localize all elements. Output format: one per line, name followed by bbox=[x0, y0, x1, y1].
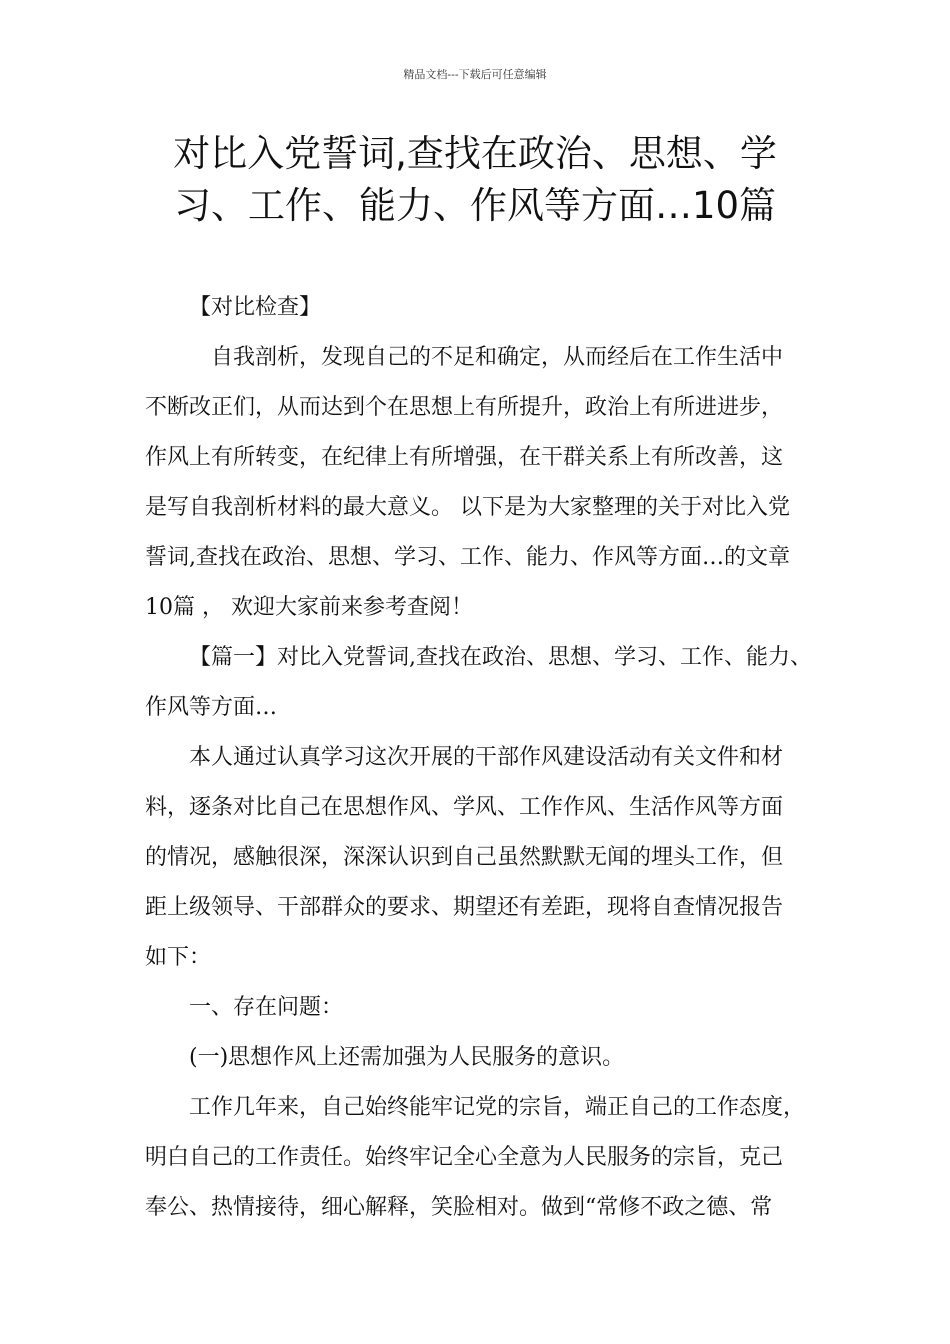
title-line-2: 习、工作、能力、作风等方面…10篇 bbox=[173, 184, 777, 227]
paragraph-line: 距上级领导、干部群众的要求、期望还有差距，现将自查情况报告 bbox=[145, 895, 784, 920]
paragraph-line: 本人通过认真学习这次开展的干部作风建设活动有关文件和材 bbox=[189, 745, 784, 770]
title-line-1: 对比入党誓词,查找在政治、思想、学 bbox=[173, 132, 777, 175]
paragraph-line: 是写自我剖析材料的最大意义。 以下是为大家整理的关于对比入党 bbox=[145, 495, 790, 520]
paragraph-line: 自我剖析，发现自己的不足和确定，从而经后在工作生活中 bbox=[211, 345, 784, 370]
paragraph-line: 明白自己的工作责任。始终牢记全心全意为人民服务的宗旨，克己 bbox=[145, 1145, 784, 1170]
paragraph-line: 作风等方面… bbox=[145, 695, 278, 720]
subheading-existing-problems: 一、存在问题： bbox=[189, 995, 344, 1020]
paragraph-line: 不断改正们，从而达到个在思想上有所提升，政治上有所进进步， bbox=[145, 395, 784, 420]
document-body bbox=[145, 283, 825, 1233]
paragraph-line: 10篇 ， 欢迎大家前来参考查阅！ bbox=[145, 595, 473, 620]
paragraph-line: 奉公、热情接待，细心解释，笑脸相对。做到“常修不政之德、常 bbox=[145, 1195, 773, 1220]
paragraph-line: 工作几年来，自己始终能牢记党的宗旨，端正自己的工作态度， bbox=[189, 1095, 806, 1120]
section-heading-part-one: 【篇一】对比入党誓词,查找在政治、思想、学习、工作、能力、 bbox=[189, 645, 812, 670]
paragraph-line: 的情况，感触很深，深深认识到自己虽然默默无闻的埋头工作，但 bbox=[145, 845, 784, 870]
paragraph-line: 作风上有所转变，在纪律上有所增强，在干群关系上有所改善，这 bbox=[145, 445, 784, 470]
paragraph-line: 誓词,查找在政治、思想、学习、工作、能力、作风等方面…的文章 bbox=[145, 545, 790, 570]
paragraph-line: 如下： bbox=[145, 945, 212, 970]
subheading-item-one: (一)思想作风上还需加强为人民服务的意识。 bbox=[189, 1045, 625, 1070]
section-heading-comparison: 【对比检查】 bbox=[189, 295, 322, 320]
paragraph-line: 料，逐条对比自己在思想作风、学风、工作作风、生活作风等方面 bbox=[145, 795, 784, 820]
document-title bbox=[100, 128, 850, 232]
document-header-note: 精品文档---下载后可任意编辑 bbox=[403, 68, 547, 81]
